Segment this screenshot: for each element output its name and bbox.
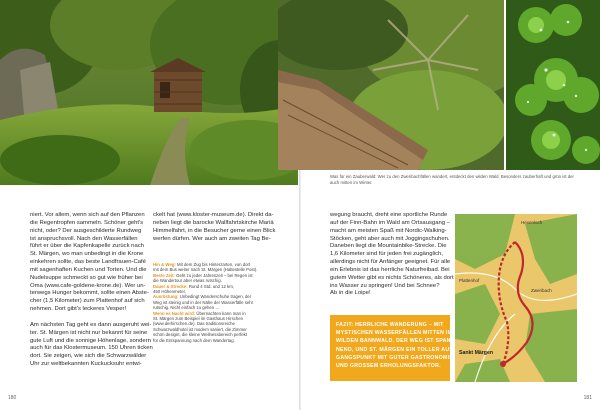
text-line: mit sagenhaften Kuchen und Torten. Und die <box>30 266 147 273</box>
info-text: Weg ist steinig und in der Nähe der Wasserfälle sehr <box>153 299 254 305</box>
info-text: die Wandertour aber etwas rutschig. <box>153 278 222 284</box>
text-line: auch für das Klostermuseum. 150 Uhren ticken <box>30 345 153 352</box>
text-line: neben liegt die barocke Wallfahrtskirche Mariä <box>153 219 274 226</box>
info-key: Dauer & Strecke: <box>153 283 188 289</box>
text-line: ckelt hat (www.kloster-museum.de). Direkt da- <box>153 212 274 218</box>
info-key: Ausrüstung: <box>153 294 179 300</box>
text-line: Am nächsten Tag geht es dann ausgeruht wei- <box>30 321 152 328</box>
text-line: ist anspruchsvoll. Nach den Wasserfällen <box>30 235 138 242</box>
page-number-left: 180 <box>8 395 17 401</box>
text-line: die Regentropfen sammeln. Schöner geht's <box>30 219 144 226</box>
info-text: Schwarzwaldhotel ist modern saniert, die Zimmer <box>153 326 247 332</box>
info-text: Übernachten kann man in <box>195 310 246 316</box>
text-line: ter. St. Märgen ist nicht nur bekannt für seine <box>30 329 148 336</box>
photo-caption: Was für ein Zauberwald: Wer zu den Zweribachfällen wandert, entdeckt den wilden Wald. Besonders zauberhaft und grün ist der auch mitten im Winter. <box>330 174 574 185</box>
fazit-box <box>330 315 456 381</box>
fazit-line: WILDEN BANNWALD. DER WEG IST SPAN- <box>336 338 453 345</box>
info-text: für die Entspannung nach dem Wandertag. <box>153 337 235 343</box>
info-text: (www.derhirschen.de). Das traditionsreiche <box>153 321 235 327</box>
info-line <box>153 338 275 343</box>
text-line: wegung braucht, dreht eine sportliche Runde <box>330 212 448 218</box>
text-line: cher (1,5 Kilometer) zum Plattenhof auf sich <box>30 298 145 305</box>
text-column-2 <box>153 212 276 243</box>
info-key: Beste Zeit: <box>153 272 175 278</box>
text-line: Stöcken, geht aber auch mit Joggingschuhen. <box>330 235 450 242</box>
text-line: führt er über die Kapfenkapelle zurück nach <box>30 243 144 250</box>
text-line: nicht, oder? Der ausgeschilderte Rundweg <box>30 227 142 234</box>
fazit-line: FAZIT: HERRLICHE WANDERUNG – MIT <box>336 322 444 328</box>
fazit-line: MYSTISCHEN WASSERFÄLLEN MITTEN IM <box>336 330 453 337</box>
text-line: terwegs Hunger bekommt, sollte einen Abste- <box>30 290 149 297</box>
text-line: Himmelfahrt, in die Besucher gerne einen Blick <box>153 227 276 234</box>
text-line: gute Luft und die sonnige Höhenlage, sondern <box>30 337 151 344</box>
text-line: macht am meisten Spaß mit Nordic-Walking- <box>330 227 447 234</box>
text-line <box>30 314 148 322</box>
text-line: ins Wasser zu springen! Und bei Schnee? <box>330 282 440 289</box>
text-column-3 <box>330 212 454 298</box>
text-column-1 <box>30 212 153 369</box>
text-line: ein Erlebnis ist das herrliche Naturfreibad. Bei <box>330 266 450 273</box>
text-line: 1,6 Kilometer sind für jeden frei zugänglich, <box>330 251 443 258</box>
text-line: nehmen. Dort gibt's leckeres Vesper! <box>30 306 127 313</box>
text-line: Daneben liegt die Mountainbike-Strecke. Die <box>330 243 447 250</box>
map-label-top: Hexenloch <box>521 220 543 225</box>
text-line: auf der Finn-Bahn im Wald am Ortsausgang – <box>330 219 450 226</box>
photo-fallen-tree <box>278 0 504 170</box>
text-line: Uhr zur weltbekannten Kuckucksuhr entwi- <box>30 361 142 368</box>
text-line: niert. Vor allem, wenn sich auf den Pflanzen <box>30 212 145 218</box>
info-text: Geht zu jeder Jahreszeit – bei Regen ist <box>174 272 253 278</box>
map-label-start: Sankt Märgen <box>459 350 494 356</box>
info-box <box>153 262 275 343</box>
text-line: Nudelsuppe schmeckt so gut wie früher bei <box>30 274 143 281</box>
text-line: gutem Wetter gibt es nichts Schöneres, als dort <box>330 274 454 281</box>
info-text: mit dem Bus weiter nach St. Märgen (Haltestelle Post). <box>153 267 258 273</box>
info-text: Unbedingt Wanderschuhe tragen, der <box>178 294 252 300</box>
map-label-mid: Zweribach <box>531 288 552 293</box>
info-text: 450 Höhenmeter. <box>153 289 186 295</box>
info-text: Rund 4 Std. und 12 km, <box>187 283 234 289</box>
info-text: Mit dem Zug bis Hinterzarten, von dort <box>175 262 251 267</box>
photo-clover-drops <box>506 0 600 170</box>
text-line: werfen dürfen. Wer auch am zweiten Tag Be- <box>153 235 271 242</box>
fazit-line: GANGSPUNKT MIT GUTER GASTRONOMIE <box>336 354 454 361</box>
info-key: Hin & Weg: <box>153 262 176 267</box>
text-line: St. Märgen, wo man unbedingt in die Krone <box>30 251 144 258</box>
text-line: allerdings nicht für Anfänger geeignet. Für alle <box>330 259 451 266</box>
map-label-left: Plattenhof <box>459 278 480 283</box>
info-key: Wenn es Nacht wird: <box>153 310 196 316</box>
fazit-line: NEND, UND ST. MÄRGEN EIN TOLLER AUS- <box>336 346 456 353</box>
info-text: St. Märgen zum Beispiel im Gasthaus Hirschen <box>153 316 244 322</box>
route-map <box>455 214 577 382</box>
text-line: Ab in die Loipe! <box>330 290 371 297</box>
fazit-line: UND GROSSEM ERHOLUNGSFAKTOR. <box>336 363 441 370</box>
photo-hut-meadow <box>0 0 298 185</box>
info-text: rutschig. Nicht einfach zu gehen … <box>153 305 220 311</box>
text-line: dort. Sie zeigen, wie sich die Schwarzwälder <box>30 353 147 360</box>
info-text: schön designt, die kleine Wellnessbereich perfekt <box>153 332 248 338</box>
page-number-right: 181 <box>583 395 592 401</box>
text-line: einkehren sollte, das beste Landfrauen-Café <box>30 259 146 266</box>
text-line: Oma (www.cafe-goldene-krone.de). Wer un- <box>30 282 146 289</box>
